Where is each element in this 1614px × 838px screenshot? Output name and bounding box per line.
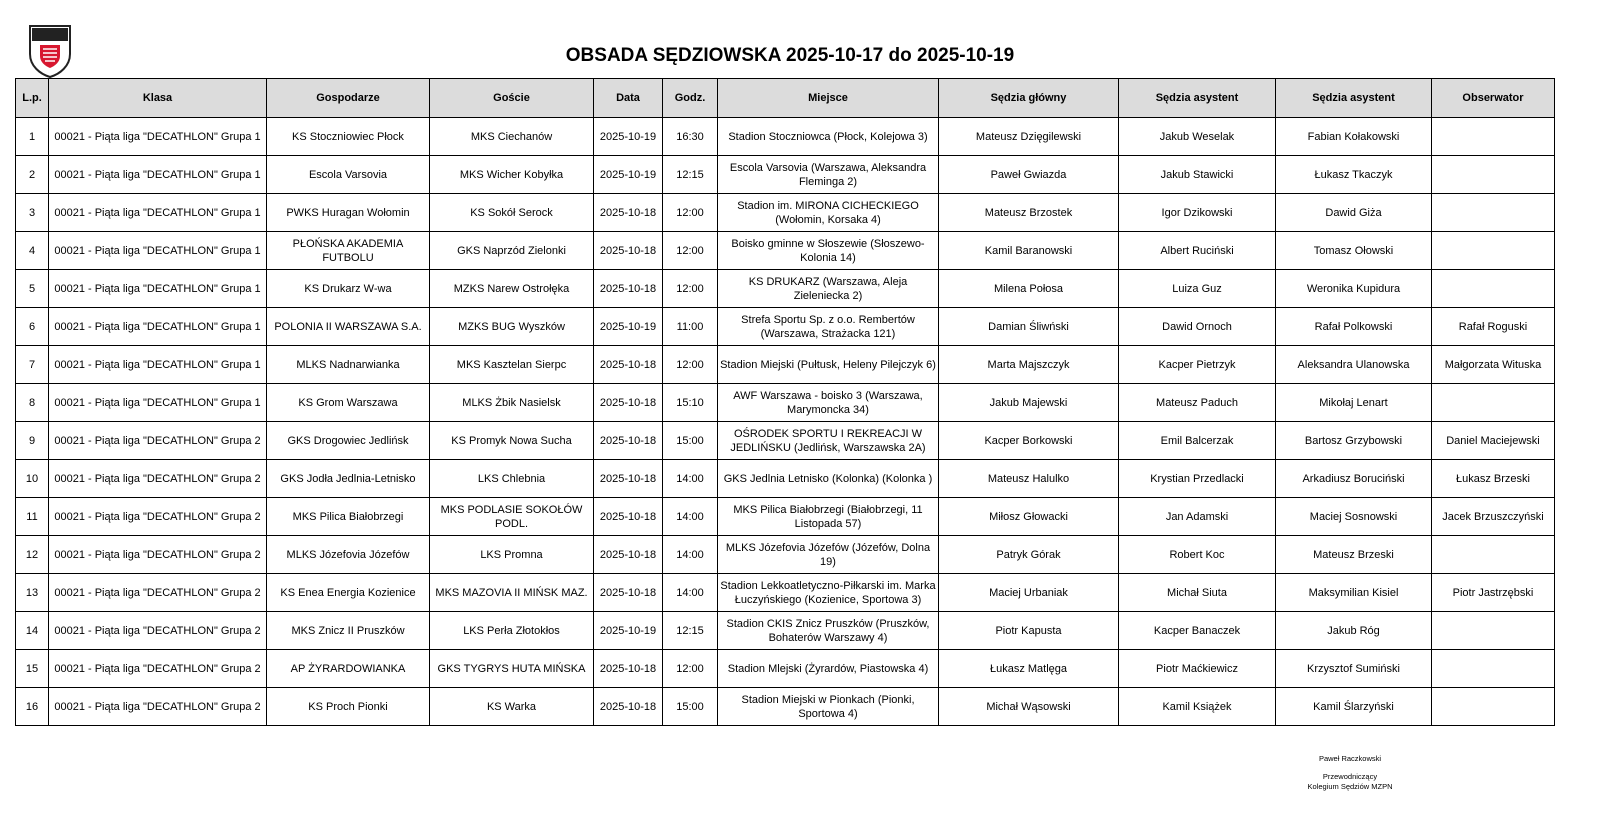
main-referee: Mateusz Dzięgilewski — [939, 118, 1119, 156]
observer: Rafał Roguski — [1432, 308, 1555, 346]
league-class: 00021 - Piąta liga "DECATHLON" Grupa 2 — [49, 612, 267, 650]
table-row — [16, 460, 1555, 498]
match-time: 14:00 — [663, 498, 718, 536]
away-team: MKS Wicher Kobyłka — [430, 156, 594, 194]
away-team: MKS Ciechanów — [430, 118, 594, 156]
table-row — [16, 688, 1555, 726]
match-time: 15:10 — [663, 384, 718, 422]
venue: Stadion Mlejski (Żyrardów, Piastowska 4) — [718, 650, 939, 688]
page-title: OBSADA SĘDZIOWSKA 2025-10-17 do 2025-10-19 — [565, 45, 1015, 66]
column-header: Sędzia główny — [939, 79, 1119, 118]
main-referee: Milena Połosa — [939, 270, 1119, 308]
row-number: 1 — [16, 118, 49, 156]
venue: MLKS Józefovia Józefów (Józefów, Dolna 19) — [718, 536, 939, 574]
observer — [1432, 650, 1555, 688]
match-date: 2025-10-18 — [594, 422, 663, 460]
match-date: 2025-10-18 — [594, 384, 663, 422]
match-time: 12:15 — [663, 612, 718, 650]
match-date: 2025-10-19 — [594, 308, 663, 346]
league-class: 00021 - Piąta liga "DECATHLON" Grupa 1 — [49, 346, 267, 384]
league-class: 00021 - Piąta liga "DECATHLON" Grupa 1 — [49, 156, 267, 194]
assistant-referee-1: Kacper Pietrzyk — [1119, 346, 1276, 384]
assistant-referee-1: Jakub Stawicki — [1119, 156, 1276, 194]
table-row — [16, 194, 1555, 232]
assistant-referee-2: Kamil Ślarzyński — [1276, 688, 1432, 726]
row-number: 12 — [16, 536, 49, 574]
table-row — [16, 270, 1555, 308]
assistant-referee-1: Dawid Ornoch — [1119, 308, 1276, 346]
row-number: 6 — [16, 308, 49, 346]
match-date: 2025-10-19 — [594, 612, 663, 650]
table-row — [16, 574, 1555, 612]
away-team: KS Sokół Serock — [430, 194, 594, 232]
observer — [1432, 156, 1555, 194]
away-team: MKS MAZOVIA II MIŃSK MAZ. — [430, 574, 594, 612]
away-team: KS Promyk Nowa Sucha — [430, 422, 594, 460]
venue: Stadion CKIS Znicz Pruszków (Pruszków, Bohaterów Warszawy 4) — [718, 612, 939, 650]
assistant-referee-1: Albert Ruciński — [1119, 232, 1276, 270]
home-team: KS Enea Energia Kozienice — [267, 574, 430, 612]
assistant-referee-2: Tomasz Ołowski — [1276, 232, 1432, 270]
league-class: 00021 - Piąta liga "DECATHLON" Grupa 1 — [49, 270, 267, 308]
match-time: 16:30 — [663, 118, 718, 156]
assistant-referee-2: Dawid Giża — [1276, 194, 1432, 232]
assistant-referee-1: Robert Koc — [1119, 536, 1276, 574]
assistant-referee-2: Krzysztof Sumiński — [1276, 650, 1432, 688]
main-referee: Paweł Gwiazda — [939, 156, 1119, 194]
home-team: KS Stoczniowiec Płock — [267, 118, 430, 156]
league-class: 00021 - Piąta liga "DECATHLON" Grupa 2 — [49, 498, 267, 536]
home-team: KS Grom Warszawa — [267, 384, 430, 422]
table-row — [16, 308, 1555, 346]
venue: MKS Pilica Białobrzegi (Białobrzegi, 11 Listopada 57) — [718, 498, 939, 536]
row-number: 4 — [16, 232, 49, 270]
observer — [1432, 194, 1555, 232]
home-team: POLONIA II WARSZAWA S.A. — [267, 308, 430, 346]
column-header: Sędzia asystent — [1119, 79, 1276, 118]
league-class: 00021 - Piąta liga "DECATHLON" Grupa 2 — [49, 460, 267, 498]
assistant-referee-2: Aleksandra Ulanowska — [1276, 346, 1432, 384]
column-header: Obserwator — [1432, 79, 1555, 118]
assistant-referee-1: Luiza Guz — [1119, 270, 1276, 308]
main-referee: Maciej Urbaniak — [939, 574, 1119, 612]
match-time: 14:00 — [663, 536, 718, 574]
match-time: 12:00 — [663, 232, 718, 270]
assistant-referee-2: Maksymilian Kisiel — [1276, 574, 1432, 612]
main-referee: Jakub Majewski — [939, 384, 1119, 422]
main-referee: Kacper Borkowski — [939, 422, 1119, 460]
match-time: 15:00 — [663, 688, 718, 726]
match-time: 12:00 — [663, 194, 718, 232]
home-team: Escola Varsovia — [267, 156, 430, 194]
column-header: Klasa — [49, 79, 267, 118]
observer — [1432, 232, 1555, 270]
league-class: 00021 - Piąta liga "DECATHLON" Grupa 2 — [49, 650, 267, 688]
row-number: 11 — [16, 498, 49, 536]
assistant-referee-1: Emil Balcerzak — [1119, 422, 1276, 460]
away-team: GKS TYGRYS HUTA MIŃSKA — [430, 650, 594, 688]
table-row — [16, 498, 1555, 536]
observer: Małgorzata Wituska — [1432, 346, 1555, 384]
away-team: MZKS Narew Ostrołęka — [430, 270, 594, 308]
assistant-referee-2: Rafał Polkowski — [1276, 308, 1432, 346]
table-row — [16, 118, 1555, 156]
column-header: Godz. — [663, 79, 718, 118]
venue: AWF Warszawa - boisko 3 (Warszawa, Marymoncka 34) — [718, 384, 939, 422]
match-date: 2025-10-18 — [594, 498, 663, 536]
assistant-referee-2: Bartosz Grzybowski — [1276, 422, 1432, 460]
column-header: Miejsce — [718, 79, 939, 118]
table-row — [16, 422, 1555, 460]
league-class: 00021 - Piąta liga "DECATHLON" Grupa 2 — [49, 422, 267, 460]
main-referee: Michał Wąsowski — [939, 688, 1119, 726]
match-time: 12:00 — [663, 650, 718, 688]
assistant-referee-1: Piotr Maćkiewicz — [1119, 650, 1276, 688]
assistant-referee-2: Łukasz Tkaczyk — [1276, 156, 1432, 194]
row-number: 8 — [16, 384, 49, 422]
signature-organization: Kolegium Sędziów MZPN — [1307, 782, 1393, 791]
assistant-referee-2: Jakub Róg — [1276, 612, 1432, 650]
home-team: GKS Jodła Jedlnia-Letnisko — [267, 460, 430, 498]
assistant-referee-2: Mateusz Brzeski — [1276, 536, 1432, 574]
assistant-referee-2: Fabian Kołakowski — [1276, 118, 1432, 156]
column-header: Goście — [430, 79, 594, 118]
assistant-referee-2: Maciej Sosnowski — [1276, 498, 1432, 536]
assistant-referee-1: Michał Siuta — [1119, 574, 1276, 612]
assistant-referee-1: Jan Adamski — [1119, 498, 1276, 536]
match-date: 2025-10-18 — [594, 688, 663, 726]
main-referee: Damian Śliwński — [939, 308, 1119, 346]
row-number: 15 — [16, 650, 49, 688]
match-time: 12:00 — [663, 270, 718, 308]
column-header: L.p. — [16, 79, 49, 118]
table-row — [16, 536, 1555, 574]
home-team: GKS Drogowiec Jedlińsk — [267, 422, 430, 460]
table-row — [16, 612, 1555, 650]
column-header: Gospodarze — [267, 79, 430, 118]
venue: Stadion Stoczniowca (Płock, Kolejowa 3) — [718, 118, 939, 156]
match-time: 14:00 — [663, 460, 718, 498]
league-class: 00021 - Piąta liga "DECATHLON" Grupa 1 — [49, 118, 267, 156]
away-team: MKS PODLASIE SOKOŁÓW PODL. — [430, 498, 594, 536]
home-team: PWKS Huragan Wołomin — [267, 194, 430, 232]
venue: Stadion Miejski (Pułtusk, Heleny Pilejczyk 6) — [718, 346, 939, 384]
row-number: 3 — [16, 194, 49, 232]
league-class: 00021 - Piąta liga "DECATHLON" Grupa 1 — [49, 384, 267, 422]
away-team: MZKS BUG Wyszków — [430, 308, 594, 346]
row-number: 10 — [16, 460, 49, 498]
observer — [1432, 384, 1555, 422]
table-row — [16, 232, 1555, 270]
row-number: 9 — [16, 422, 49, 460]
referee-assignment-table — [15, 78, 1555, 726]
row-number: 16 — [16, 688, 49, 726]
home-team: MKS Pilica Białobrzegi — [267, 498, 430, 536]
assistant-referee-1: Igor Dzikowski — [1119, 194, 1276, 232]
home-team: MLKS Józefovia Józefów — [267, 536, 430, 574]
match-date: 2025-10-18 — [594, 536, 663, 574]
match-time: 12:00 — [663, 346, 718, 384]
venue: Escola Varsovia (Warszawa, Aleksandra Fleminga 2) — [718, 156, 939, 194]
assistant-referee-1: Jakub Weselak — [1119, 118, 1276, 156]
row-number: 14 — [16, 612, 49, 650]
away-team: LKS Promna — [430, 536, 594, 574]
home-team: KS Proch Pionki — [267, 688, 430, 726]
observer: Piotr Jastrzębski — [1432, 574, 1555, 612]
observer: Jacek Brzuszczyński — [1432, 498, 1555, 536]
observer — [1432, 270, 1555, 308]
home-team: PŁOŃSKA AKADEMIA FUTBOLU — [267, 232, 430, 270]
venue: GKS Jedlnia Letnisko (Kolonka) (Kolonka ) — [718, 460, 939, 498]
venue: Stadion Lekkoatletyczno-Piłkarski im. Marka Łuczyńskiego (Kozienice, Sportowa 3) — [718, 574, 939, 612]
row-number: 13 — [16, 574, 49, 612]
league-class: 00021 - Piąta liga "DECATHLON" Grupa 1 — [49, 232, 267, 270]
assistant-referee-2: Mikołaj Lenart — [1276, 384, 1432, 422]
match-date: 2025-10-18 — [594, 574, 663, 612]
away-team: LKS Chlebnia — [430, 460, 594, 498]
main-referee: Kamil Baranowski — [939, 232, 1119, 270]
venue: KS DRUKARZ (Warszawa, Aleja Zieleniecka 2) — [718, 270, 939, 308]
away-team: MKS Kasztelan Sierpc — [430, 346, 594, 384]
main-referee: Miłosz Głowacki — [939, 498, 1119, 536]
match-date: 2025-10-18 — [594, 232, 663, 270]
observer — [1432, 536, 1555, 574]
match-time: 14:00 — [663, 574, 718, 612]
table-row — [16, 156, 1555, 194]
assistant-referee-1: Mateusz Paduch — [1119, 384, 1276, 422]
match-date: 2025-10-19 — [594, 156, 663, 194]
assistant-referee-1: Kacper Banaczek — [1119, 612, 1276, 650]
observer: Łukasz Brzeski — [1432, 460, 1555, 498]
assistant-referee-2: Arkadiusz Boruciński — [1276, 460, 1432, 498]
league-class: 00021 - Piąta liga "DECATHLON" Grupa 1 — [49, 194, 267, 232]
match-date: 2025-10-18 — [594, 270, 663, 308]
observer — [1432, 612, 1555, 650]
assistant-referee-1: Kamil Książek — [1119, 688, 1276, 726]
match-date: 2025-10-18 — [594, 460, 663, 498]
league-class: 00021 - Piąta liga "DECATHLON" Grupa 2 — [49, 536, 267, 574]
main-referee: Marta Majszczyk — [939, 346, 1119, 384]
signature-role: Przewodniczący — [1322, 772, 1378, 781]
match-date: 2025-10-18 — [594, 650, 663, 688]
match-date: 2025-10-18 — [594, 194, 663, 232]
home-team: MKS Znicz II Pruszków — [267, 612, 430, 650]
row-number: 5 — [16, 270, 49, 308]
match-date: 2025-10-18 — [594, 346, 663, 384]
signature-name: Paweł Raczkowski — [1318, 754, 1382, 763]
column-header: Sędzia asystent — [1276, 79, 1432, 118]
observer: Daniel Maciejewski — [1432, 422, 1555, 460]
match-time: 11:00 — [663, 308, 718, 346]
venue: Stadion Miejski w Pionkach (Pionki, Sportowa 4) — [718, 688, 939, 726]
venue: Strefa Sportu Sp. z o.o. Rembertów (Warszawa, Strażacka 121) — [718, 308, 939, 346]
home-team: KS Drukarz W-wa — [267, 270, 430, 308]
observer — [1432, 118, 1555, 156]
venue: Stadion im. MIRONA CICHECKIEGO (Wołomin, Korsaka 4) — [718, 194, 939, 232]
table-row — [16, 650, 1555, 688]
row-number: 7 — [16, 346, 49, 384]
main-referee: Łukasz Matlęga — [939, 650, 1119, 688]
venue: OŚRODEK SPORTU I REKREACJI W JEDLIŃSKU (Jedlińsk, Warszawska 2A) — [718, 422, 939, 460]
assistant-referee-2: Weronika Kupidura — [1276, 270, 1432, 308]
league-class: 00021 - Piąta liga "DECATHLON" Grupa 2 — [49, 688, 267, 726]
home-team: AP ŻYRARDOWIANKA — [267, 650, 430, 688]
main-referee: Patryk Górak — [939, 536, 1119, 574]
observer — [1432, 688, 1555, 726]
table-row — [16, 346, 1555, 384]
table-row — [16, 384, 1555, 422]
league-class: 00021 - Piąta liga "DECATHLON" Grupa 1 — [49, 308, 267, 346]
home-team: MLKS Nadnarwianka — [267, 346, 430, 384]
match-time: 15:00 — [663, 422, 718, 460]
main-referee: Mateusz Halulko — [939, 460, 1119, 498]
table-header-row — [16, 79, 1555, 118]
venue: Boisko gminne w Słoszewie (Słoszewo-Kolonia 14) — [718, 232, 939, 270]
away-team: GKS Naprzód Zielonki — [430, 232, 594, 270]
match-time: 12:15 — [663, 156, 718, 194]
column-header: Data — [594, 79, 663, 118]
row-number: 2 — [16, 156, 49, 194]
assistant-referee-1: Krystian Przedlacki — [1119, 460, 1276, 498]
away-team: KS Warka — [430, 688, 594, 726]
away-team: MLKS Żbik Nasielsk — [430, 384, 594, 422]
league-class: 00021 - Piąta liga "DECATHLON" Grupa 2 — [49, 574, 267, 612]
main-referee: Piotr Kapusta — [939, 612, 1119, 650]
match-date: 2025-10-19 — [594, 118, 663, 156]
main-referee: Mateusz Brzostek — [939, 194, 1119, 232]
away-team: LKS Perła Złotokłos — [430, 612, 594, 650]
